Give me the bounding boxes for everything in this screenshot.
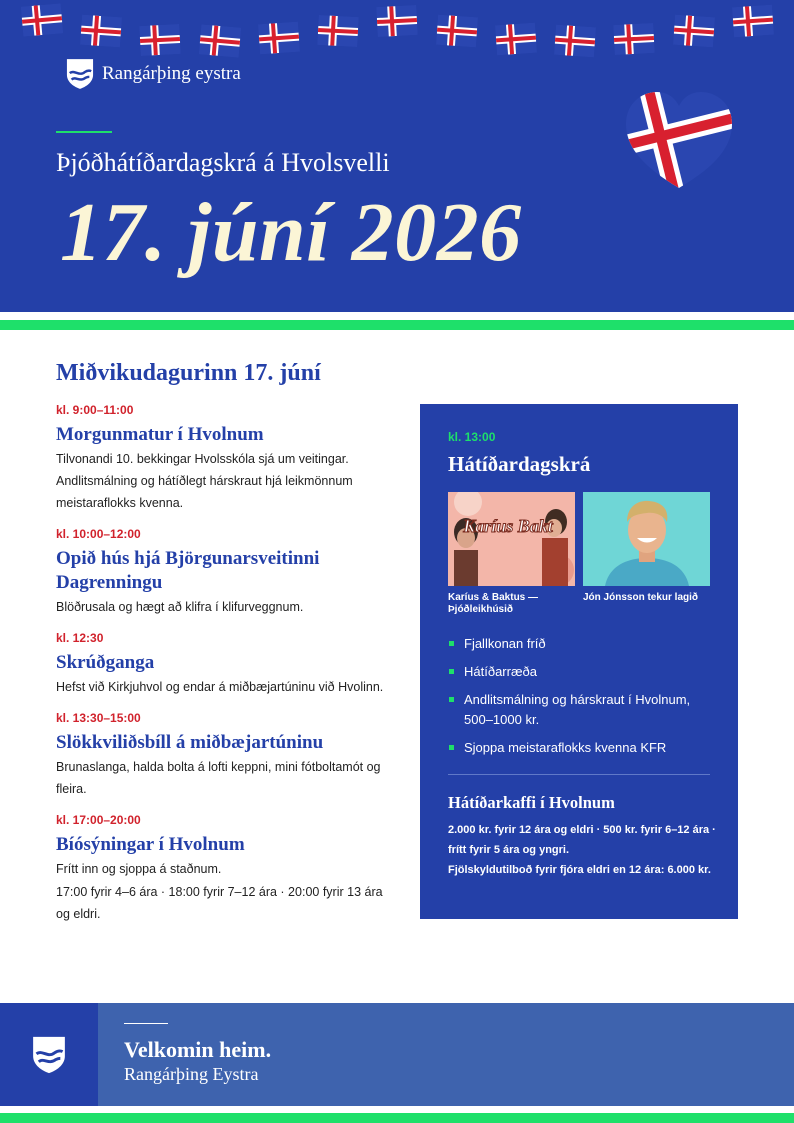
- coffee-prices: [448, 820, 718, 880]
- bullet-icon: [449, 641, 454, 646]
- footer-logo[interactable]: [0, 1003, 98, 1106]
- list-item-text: Hátíðarræða: [464, 664, 537, 679]
- list-item: [448, 634, 710, 654]
- event-time: kl. 13:30–15:00: [56, 711, 141, 725]
- header: [0, 0, 794, 312]
- white-stripe: [0, 312, 794, 320]
- brand-logo[interactable]: [66, 58, 241, 90]
- event-time: kl. 17:00–20:00: [56, 813, 141, 827]
- page-subtitle: Þjóðhátíðardagskrá á Hvolsvelli: [56, 148, 390, 177]
- divider: [124, 1023, 168, 1024]
- event-time: kl. 9:00–11:00: [56, 403, 134, 417]
- iceland-flag-icon: [554, 25, 596, 58]
- event-item: [56, 813, 396, 925]
- footer: [0, 1003, 794, 1106]
- event-description: Tilvonandi 10. bekkingar Hvolsskóla sjá um veitingar. Andlitsmálning og hátíðlegt hárskraut hjá leikmönnum meistaraflokks kvenna.: [56, 452, 353, 510]
- footer-welcome: Velkomin heim.: [124, 1037, 272, 1062]
- photo-caption: Karíus & Baktus — Þjóðleikhúsið: [448, 592, 539, 615]
- list-item-text: Andlitsmálning og hárskraut í Hvolnum, 500–1000 kr.: [464, 692, 691, 727]
- iceland-flag-icon: [495, 23, 537, 56]
- event-item: [56, 527, 396, 618]
- shield-logo-icon: [66, 58, 94, 90]
- list-item: [448, 738, 710, 758]
- list-item: [448, 662, 710, 682]
- event-time: kl. 12:30: [56, 631, 104, 645]
- poster-text: Karíus Bakt: [463, 516, 553, 536]
- iceland-flag-icon: [613, 23, 655, 55]
- event-description: Blöðrusala og hægt að klifra í klifurveggnum.: [56, 600, 304, 614]
- iceland-flag-icon: [673, 15, 715, 48]
- event-item: [56, 711, 396, 800]
- event-list: [56, 403, 396, 938]
- event-title: Slökkviliðsbíll á miðbæjartúninu: [56, 732, 324, 753]
- panel-title: Hátíðardagskrá: [448, 452, 591, 476]
- event-title: Opið hús hjá Björgunarsveitinni Dagrenningu: [56, 548, 320, 593]
- bullet-icon: [449, 745, 454, 750]
- iceland-flag-icon: [376, 5, 418, 37]
- iceland-flag-icon: [199, 24, 241, 57]
- event-description: Frítt inn og sjoppa á staðnum.: [56, 862, 222, 876]
- iceland-heart-icon: [622, 88, 736, 192]
- day-title: Miðvikudagurinn 17. júní: [56, 360, 321, 386]
- event-time: kl. 10:00–12:00: [56, 527, 141, 541]
- program-list: [448, 634, 710, 766]
- event-title: Bíósýningar í Hvolnum: [56, 834, 245, 855]
- iceland-flag-icon: [436, 15, 478, 48]
- shield-logo-icon: [32, 1035, 66, 1075]
- white-stripe: [0, 1106, 794, 1113]
- price-line: 2.000 kr. fyrir 12 ára og eldri · 500 kr. fyrir 6–12 ára · frítt fyrir 5 ára og yngri.: [448, 824, 716, 856]
- green-stripe: [0, 1113, 794, 1123]
- iceland-flag-icon: [80, 15, 122, 48]
- footer-name: Rangárþing Eystra: [124, 1064, 259, 1084]
- bullet-icon: [449, 669, 454, 674]
- iceland-flag-icon: [21, 3, 63, 36]
- divider: [448, 774, 710, 775]
- page-title-date: 17. júní 2026: [60, 186, 522, 279]
- event-description: Brunaslanga, halda bolta á lofti keppni, mini fótboltamót og fleira.: [56, 760, 381, 796]
- panel-time: kl. 13:00: [448, 430, 496, 444]
- iceland-flag-icon: [258, 22, 300, 55]
- divider: [56, 131, 112, 133]
- iceland-flag-icon: [139, 24, 181, 56]
- list-item-text: Fjallkonan fríð: [464, 636, 546, 651]
- event-description: Hefst við Kirkjuhvol og endar á miðbæjartúninu við Hvolinn.: [56, 680, 384, 694]
- karius-baktus-photo: [448, 492, 575, 586]
- family-offer: Fjölskyldutilboð fyrir fjóra eldri en 12 ára: 6.000 kr.: [448, 864, 711, 876]
- event-title: Morgunmatur í Hvolnum: [56, 424, 264, 445]
- bullet-icon: [449, 697, 454, 702]
- green-stripe: [0, 320, 794, 330]
- flag-garland: [0, 0, 794, 60]
- brand-name: Rangárþing eystra: [102, 63, 241, 84]
- event-title: Skrúðganga: [56, 652, 155, 673]
- jon-jonsson-photo: [583, 492, 710, 586]
- iceland-flag-icon: [732, 5, 774, 38]
- list-item-text: Sjoppa meistaraflokks kvenna KFR: [464, 740, 667, 755]
- iceland-flag-icon: [317, 15, 359, 47]
- list-item: [448, 690, 710, 730]
- event-item: [56, 631, 396, 698]
- program-panel: [420, 404, 738, 919]
- event-item: [56, 403, 396, 514]
- photo-caption: Jón Jónsson tekur lagið: [583, 592, 699, 603]
- event-showtimes: 17:00 fyrir 4–6 ára · 18:00 fyrir 7–12 ára · 20:00 fyrir 13 ára og eldri.: [56, 885, 383, 921]
- coffee-title: Hátíðarkaffi í Hvolnum: [448, 793, 615, 812]
